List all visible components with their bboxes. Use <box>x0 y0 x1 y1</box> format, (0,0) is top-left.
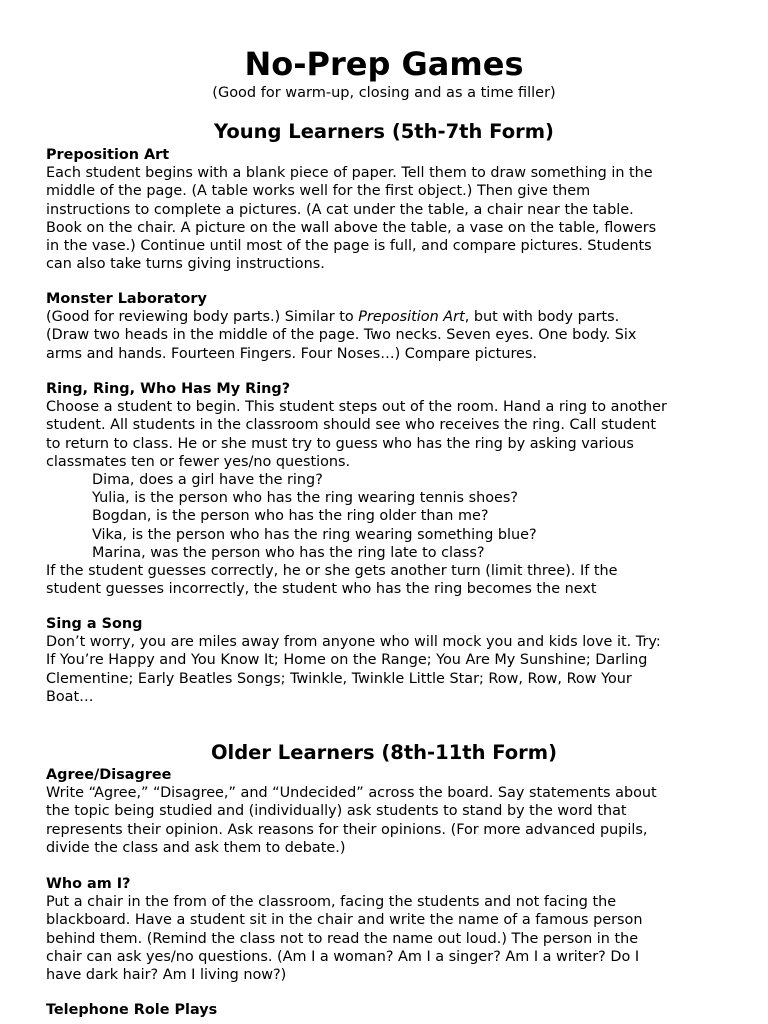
paragraph-line: student. All students in the classroom should see who receives the ring. Call student <box>46 417 656 434</box>
paragraph-line: Boat… <box>46 688 94 705</box>
game-title: Telephone Role Plays <box>46 1002 218 1018</box>
paragraph-line: represents their opinion. Ask reasons for their opinions. (For more advanced pupils, <box>46 821 648 838</box>
example-question: Yulia, is the person who has the ring wearing tennis shoes? <box>92 490 519 507</box>
game-who-am-i <box>46 875 736 984</box>
example-question: Dima, does a girl have the ring? <box>92 472 323 489</box>
paragraph-line: chair can ask yes/no questions. (Am I a woman? Am I a singer? Am I a writer? Do I <box>46 948 640 965</box>
paragraph-line: Don’t worry, you are miles away from anyone who will mock you and kids love it. Try: <box>46 634 661 651</box>
paragraph-line: to return to class. He or she must try to guess who has the ring by asking various <box>46 435 634 452</box>
section-heading-young-learners: Young Learners (5th-7th Form) <box>214 120 554 143</box>
paragraph-line: in the vase.) Continue until most of the page is full, and compare pictures. Students <box>46 238 652 255</box>
example-question: Bogdan, is the person who has the ring older than me? <box>92 508 489 525</box>
paragraph-line: Choose a student to begin. This student steps out of the room. Hand a ring to another <box>46 399 667 416</box>
paragraph-line: Write “Agree,” “Disagree,” and “Undecided” across the board. Say statements about <box>46 785 657 802</box>
game-title: Preposition Art <box>46 147 170 163</box>
paragraph-line: If the student guesses correctly, he or she gets another turn (limit three). If the <box>46 563 618 580</box>
paragraph-line <box>46 308 736 326</box>
game-title: Agree/Disagree <box>46 767 172 783</box>
game-agree-disagree <box>46 766 736 857</box>
paragraph-line: the topic being studied and (individually) ask students to stand by the word that <box>46 803 627 820</box>
paragraph-line: student guesses incorrectly, the student who has the ring becomes the next <box>46 581 597 598</box>
game-ring-ring <box>46 380 736 598</box>
paragraph-line: classmates ten or fewer yes/no questions. <box>46 453 351 470</box>
paragraph-line: blackboard. Have a student sit in the chair and write the name of a famous person <box>46 912 643 929</box>
example-question: Marina, was the person who has the ring late to class? <box>92 544 485 561</box>
paragraph-line: arms and hands. Fourteen Fingers. Four Noses…) Compare pictures. <box>46 345 537 362</box>
game-title: Who am I? <box>46 876 131 892</box>
paragraph-line: middle of the page. (A table works well for the first object.) Then give them <box>46 183 591 200</box>
game-title: Monster Laboratory <box>46 291 207 307</box>
paragraph-line: can also take turns giving instructions. <box>46 256 325 273</box>
game-title: Ring, Ring, Who Has My Ring? <box>46 381 291 397</box>
game-preposition-art <box>46 146 736 273</box>
paragraph-line: (Draw two heads in the middle of the page. Two necks. Seven eyes. One body. Six <box>46 327 637 344</box>
paragraph-line: Each student begins with a blank piece of paper. Tell them to draw something in the <box>46 165 653 182</box>
example-question: Vika, is the person who has the ring wearing something blue? <box>92 526 537 543</box>
paragraph-line: divide the class and ask them to debate.) <box>46 839 346 856</box>
paragraph-line: have dark hair? Am I living now?) <box>46 967 287 984</box>
text-span: , but with body parts. <box>464 309 620 326</box>
paragraph-line: Book on the chair. A picture on the wall above the table, a vase on the table, flowers <box>46 219 657 236</box>
game-monster-laboratory <box>46 290 736 363</box>
paragraph-line: Put a chair in the from of the classroom, facing the students and not facing the <box>46 894 617 911</box>
page-title: No-Prep Games <box>244 45 524 83</box>
section-heading-older-learners: Older Learners (8th-11th Form) <box>210 741 558 764</box>
page-subtitle: (Good for warm-up, closing and as a time filler) <box>212 85 556 101</box>
paragraph-line: behind them. (Remind the class not to read the name out loud.) The person in the <box>46 930 639 947</box>
game-telephone-role-plays <box>46 1001 736 1019</box>
paragraph-line: If You’re Happy and You Know It; Home on the Range; You Are My Sunshine; Darling <box>46 652 648 669</box>
game-title: Sing a Song <box>46 616 143 632</box>
paragraph-line: instructions to complete a pictures. (A cat under the table, a chair near the table. <box>46 201 634 218</box>
italic-reference: Preposition Art <box>358 309 465 326</box>
text-span: (Good for reviewing body parts.) Similar to <box>46 309 359 326</box>
game-sing-a-song <box>46 615 736 706</box>
paragraph-line: Clementine; Early Beatles Songs; Twinkle, Twinkle Little Star; Row, Row, Row Your <box>46 670 632 687</box>
